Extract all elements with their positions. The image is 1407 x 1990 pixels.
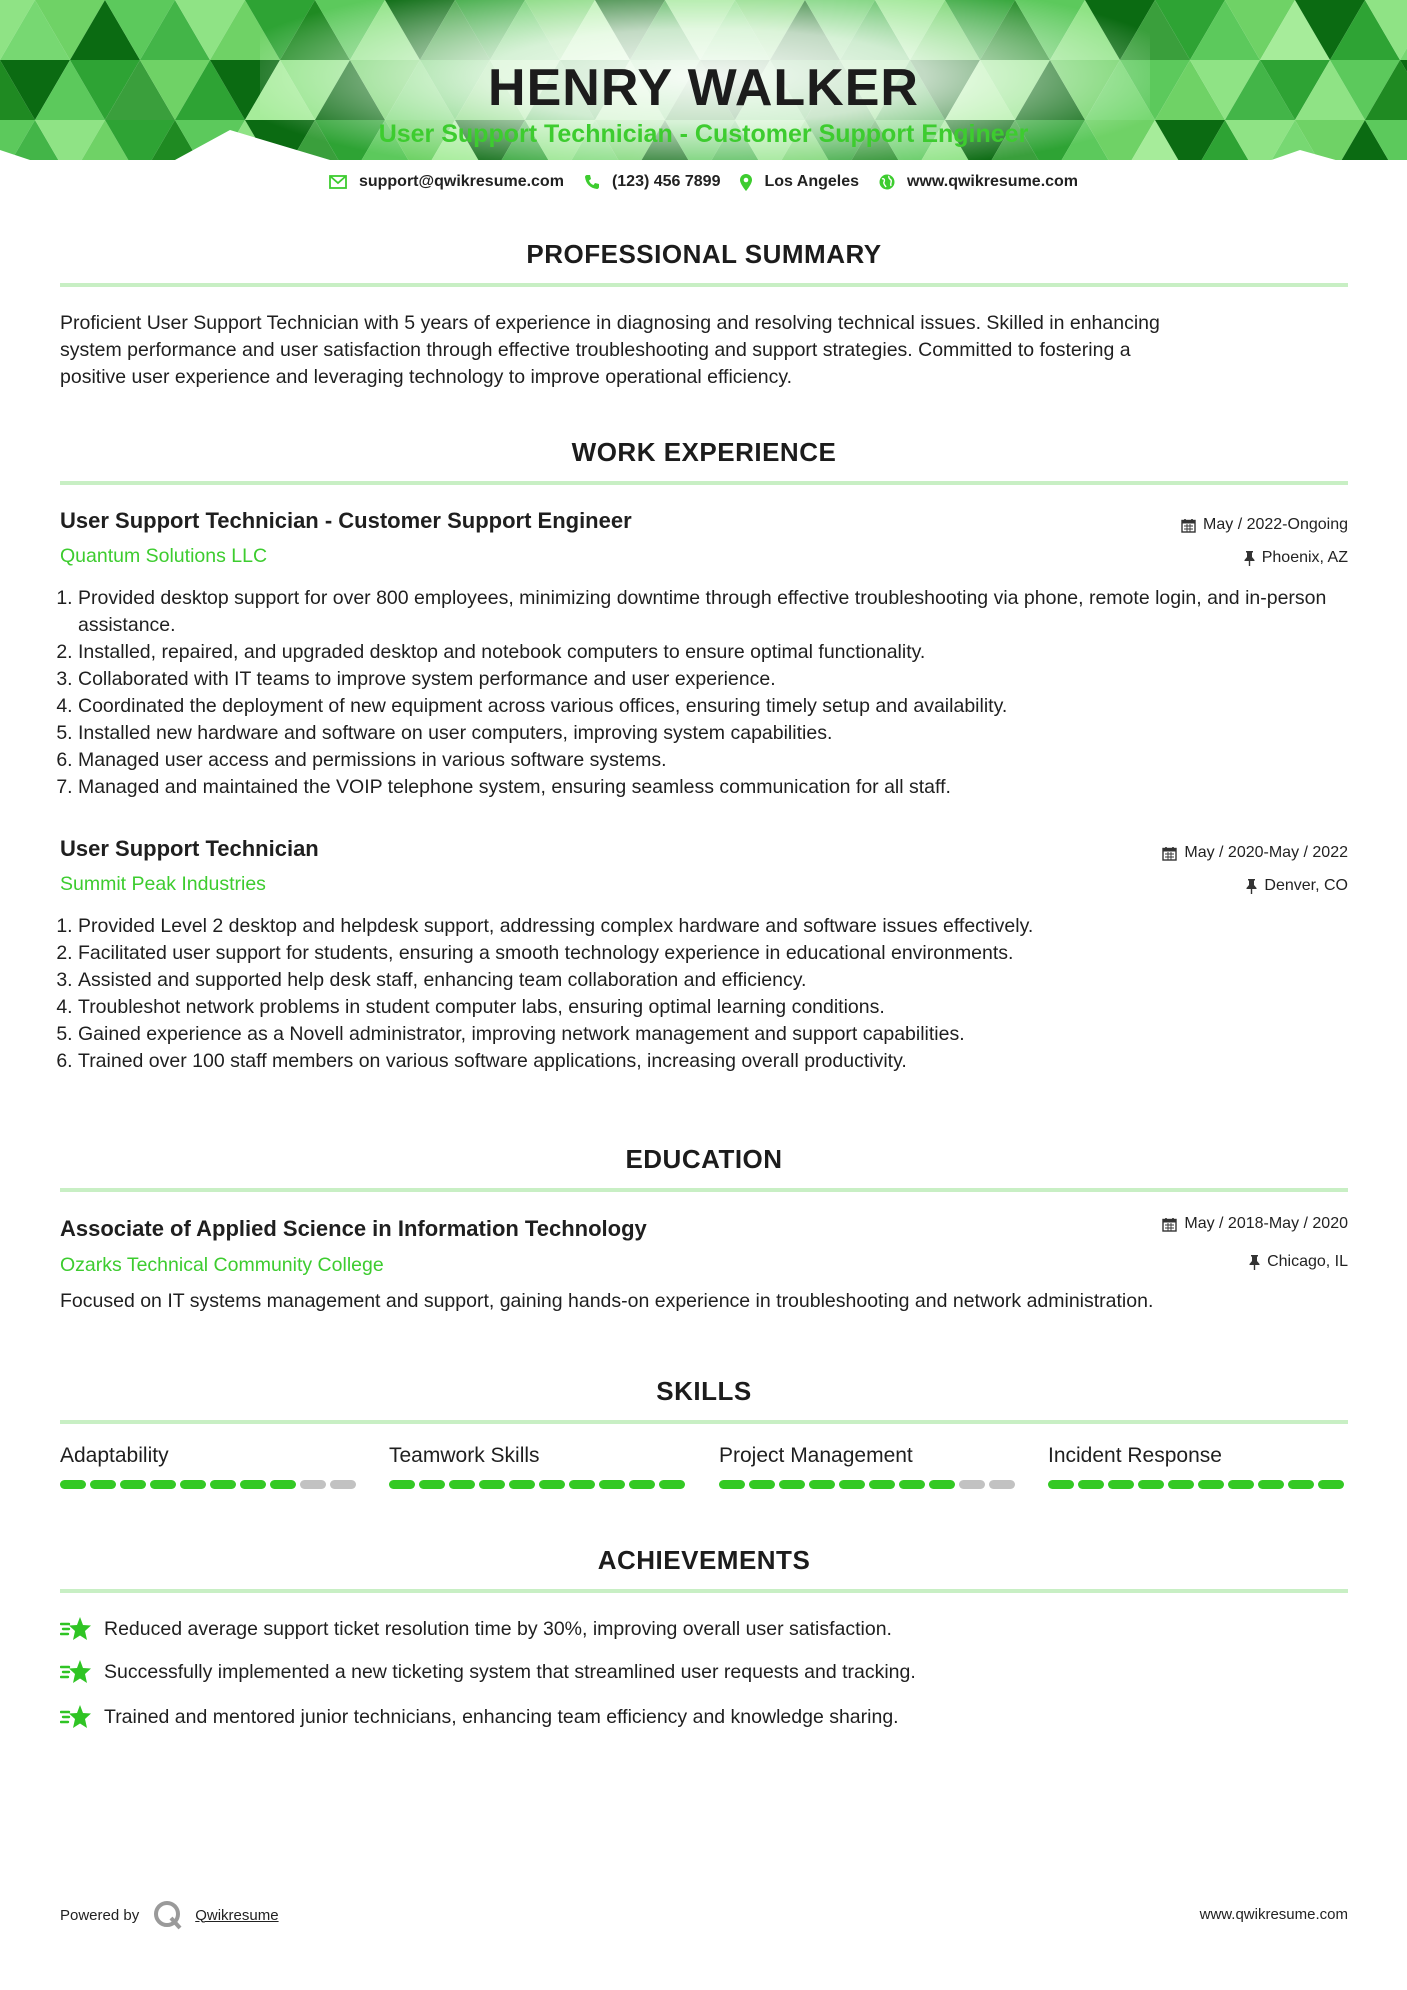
- education-dates: [1162, 1215, 1348, 1233]
- skill-level-segment: [539, 1480, 565, 1489]
- skill-level-segment: [180, 1480, 206, 1489]
- summary-heading: PROFESSIONAL SUMMARY: [526, 239, 882, 269]
- skill-level-segment: [330, 1480, 356, 1489]
- achievement-item: [60, 1615, 892, 1643]
- skill-level-segment: [240, 1480, 266, 1489]
- skill-level-segment: [839, 1480, 865, 1489]
- skill-level-segment: [1258, 1480, 1284, 1489]
- job-responsibilities: [60, 585, 1368, 801]
- trophy-star-icon: [60, 1658, 92, 1686]
- skill-item: [719, 1444, 1019, 1489]
- education-location-text: Chicago, IL: [1267, 1253, 1348, 1270]
- contact-location: [740, 173, 859, 191]
- list-item: 6. Trained over 100 staff members on various software applications, increasing overall productivity.: [78, 1048, 1368, 1075]
- skill-level-segment: [989, 1480, 1015, 1489]
- job-location-text: Denver, CO: [1264, 877, 1348, 894]
- skill-level-segment: [1078, 1480, 1104, 1489]
- skill-level-segment: [300, 1480, 326, 1489]
- calendar-icon: [1162, 1217, 1177, 1232]
- job-dates-text: May / 2022-Ongoing: [1203, 516, 1348, 533]
- list-item: 4. Coordinated the deployment of new equipment across various offices, ensuring timely setup and availability.: [78, 693, 1368, 720]
- achievement-text: Reduced average support ticket resolution time by 30%, improving overall user satisfaction.: [104, 1617, 892, 1640]
- trophy-star-icon: [60, 1615, 92, 1643]
- skill-level-segment: [60, 1480, 86, 1489]
- skill-level-segment: [389, 1480, 415, 1489]
- pushpin-icon: [1249, 1255, 1260, 1270]
- skill-level-segment: [210, 1480, 236, 1489]
- skill-level-segment: [629, 1480, 655, 1489]
- achievements-heading: ACHIEVEMENTS: [597, 1545, 811, 1575]
- skill-level-segment: [419, 1480, 445, 1489]
- skill-level-segment: [1228, 1480, 1254, 1489]
- skill-item: [60, 1444, 360, 1489]
- skill-level-segment: [569, 1480, 595, 1489]
- achievements-divider: [60, 1589, 1348, 1593]
- summary-divider: [60, 283, 1348, 287]
- contact-bar: [0, 173, 1407, 191]
- education-dates-text: May / 2018-May / 2020: [1184, 1215, 1348, 1232]
- contact-website[interactable]: [879, 173, 1078, 191]
- powered-by-label: Powered by: [60, 1906, 140, 1924]
- skill-name: Adaptability: [60, 1444, 169, 1467]
- qwikresume-link[interactable]: Qwikresume: [195, 1906, 279, 1924]
- skill-level-segment: [1108, 1480, 1134, 1489]
- contact-email-text: support@qwikresume.com: [358, 173, 564, 190]
- skill-level-segment: [509, 1480, 535, 1489]
- skill-item: [1048, 1444, 1348, 1489]
- skill-level-segment: [1198, 1480, 1224, 1489]
- envelope-icon: [329, 175, 347, 189]
- contact-phone-text: (123) 456 7899: [611, 173, 721, 190]
- job-dates: [1162, 844, 1348, 862]
- job-dates: [1181, 516, 1348, 534]
- skill-level-segment: [899, 1480, 925, 1489]
- contact-location-text: Los Angeles: [764, 173, 860, 190]
- skills-heading: SKILLS: [656, 1376, 752, 1406]
- skill-level-segment: [959, 1480, 985, 1489]
- education-description: Focused on IT systems management and support, gaining hands-on experience in troubleshooting and network administration.: [60, 1290, 1154, 1312]
- skill-level-segment: [659, 1480, 685, 1489]
- degree-title: Associate of Applied Science in Information Technology: [60, 1216, 647, 1241]
- skill-level-segment: [449, 1480, 475, 1489]
- list-item: 7. Managed and maintained the VOIP telephone system, ensuring seamless communication for all staff.: [78, 774, 1368, 801]
- footer-website[interactable]: www.qwikresume.com: [1199, 1906, 1348, 1923]
- job-dates-text: May / 2020-May / 2022: [1184, 844, 1348, 861]
- skill-level-segment: [479, 1480, 505, 1489]
- skill-level-segment: [869, 1480, 895, 1489]
- candidate-name: HENRY WALKER: [488, 59, 919, 117]
- skills-divider: [60, 1420, 1348, 1424]
- summary-line: Proficient User Support Technician with 5 years of experience in diagnosing and resolving technical issues. Skilled in enhancing: [60, 312, 1160, 334]
- achievement-item: [60, 1703, 899, 1731]
- pushpin-icon: [1246, 879, 1257, 894]
- list-item: 5. Gained experience as a Novell administrator, improving network management and support capabilities.: [78, 1021, 1368, 1048]
- job-title: User Support Technician - Customer Support Engineer: [60, 508, 632, 533]
- skill-level-segment: [749, 1480, 775, 1489]
- skill-name: Project Management: [719, 1444, 913, 1467]
- experience-heading: WORK EXPERIENCE: [571, 437, 837, 467]
- education-location: [1249, 1253, 1348, 1271]
- list-item: 1. Provided desktop support for over 800 employees, minimizing downtime through effective troubleshooting via phone, remote login, and in-person assistance.: [78, 585, 1368, 639]
- contact-website-text: www.qwikresume.com: [907, 173, 1079, 190]
- skill-level-segment: [929, 1480, 955, 1489]
- skill-level-segment: [150, 1480, 176, 1489]
- skill-item: [389, 1444, 689, 1489]
- achievement-text: Successfully implemented a new ticketing system that streamlined user requests and tracking.: [104, 1660, 916, 1683]
- company-name: Summit Peak Industries: [60, 873, 266, 895]
- company-name: Quantum Solutions LLC: [60, 545, 268, 567]
- skill-name: Incident Response: [1048, 1444, 1222, 1467]
- map-marker-icon: [740, 174, 752, 191]
- education-divider: [60, 1188, 1348, 1192]
- pushpin-icon: [1244, 551, 1255, 566]
- achievement-text: Trained and mentored junior technicians, enhancing team efficiency and knowledge sharing.: [104, 1705, 899, 1728]
- list-item: 1. Provided Level 2 desktop and helpdesk support, addressing complex hardware and software issues effectively.: [78, 913, 1368, 940]
- skill-level-segment: [90, 1480, 116, 1489]
- skill-level-segment: [120, 1480, 146, 1489]
- skill-level-segment: [1318, 1480, 1344, 1489]
- job-responsibilities: [60, 913, 1368, 1075]
- skill-level-segment: [1048, 1480, 1074, 1489]
- list-item: 4. Troubleshot network problems in student computer labs, ensuring optimal learning conditions.: [78, 994, 1368, 1021]
- education-heading: EDUCATION: [625, 1144, 783, 1174]
- list-item: 5. Installed new hardware and software on user computers, improving system capabilities.: [78, 720, 1368, 747]
- skill-level-bar: [389, 1480, 689, 1489]
- contact-email[interactable]: [329, 173, 564, 191]
- list-item: 3. Collaborated with IT teams to improve system performance and user experience.: [78, 666, 1368, 693]
- summary-text: [60, 310, 1350, 391]
- footer-powered-by: [60, 1900, 279, 1930]
- skill-level-segment: [809, 1480, 835, 1489]
- skill-level-bar: [1048, 1480, 1348, 1489]
- list-item: 2. Installed, repaired, and upgraded desktop and notebook computers to ensure optimal functionality.: [78, 639, 1368, 666]
- summary-line: positive user experience and leveraging technology to improve operational efficiency.: [60, 366, 793, 388]
- skill-level-bar: [719, 1480, 1019, 1489]
- skill-level-segment: [779, 1480, 805, 1489]
- qwikresume-logo-icon: [153, 1900, 183, 1930]
- skill-level-segment: [719, 1480, 745, 1489]
- globe-icon: [879, 174, 895, 190]
- calendar-icon: [1181, 518, 1196, 533]
- job-location: [1244, 549, 1348, 567]
- skill-level-segment: [1288, 1480, 1314, 1489]
- skill-name: Teamwork Skills: [389, 1444, 540, 1467]
- skill-level-segment: [1168, 1480, 1194, 1489]
- school-name: Ozarks Technical Community College: [60, 1254, 384, 1276]
- list-item: 2. Facilitated user support for students, ensuring a smooth technology experience in educational environments.: [78, 940, 1368, 967]
- job-location: [1246, 877, 1348, 895]
- list-item: 6. Managed user access and permissions in various software systems.: [78, 747, 1368, 774]
- skill-level-segment: [599, 1480, 625, 1489]
- job-title: User Support Technician: [60, 836, 319, 861]
- job-location-text: Phoenix, AZ: [1261, 549, 1348, 566]
- skill-level-segment: [270, 1480, 296, 1489]
- summary-line: system performance and user satisfaction through effective troubleshooting and support strategies. Committed to fostering a: [60, 339, 1131, 361]
- phone-icon: [584, 174, 600, 190]
- skill-level-segment: [1138, 1480, 1164, 1489]
- candidate-headline: User Support Technician - Customer Support Engineer: [378, 120, 1029, 148]
- achievement-item: [60, 1658, 916, 1686]
- contact-phone[interactable]: [584, 173, 721, 191]
- skill-level-bar: [60, 1480, 360, 1489]
- trophy-star-icon: [60, 1703, 92, 1731]
- experience-divider: [60, 481, 1348, 485]
- list-item: 3. Assisted and supported help desk staff, enhancing team collaboration and efficiency.: [78, 967, 1368, 994]
- calendar-icon: [1162, 846, 1177, 861]
